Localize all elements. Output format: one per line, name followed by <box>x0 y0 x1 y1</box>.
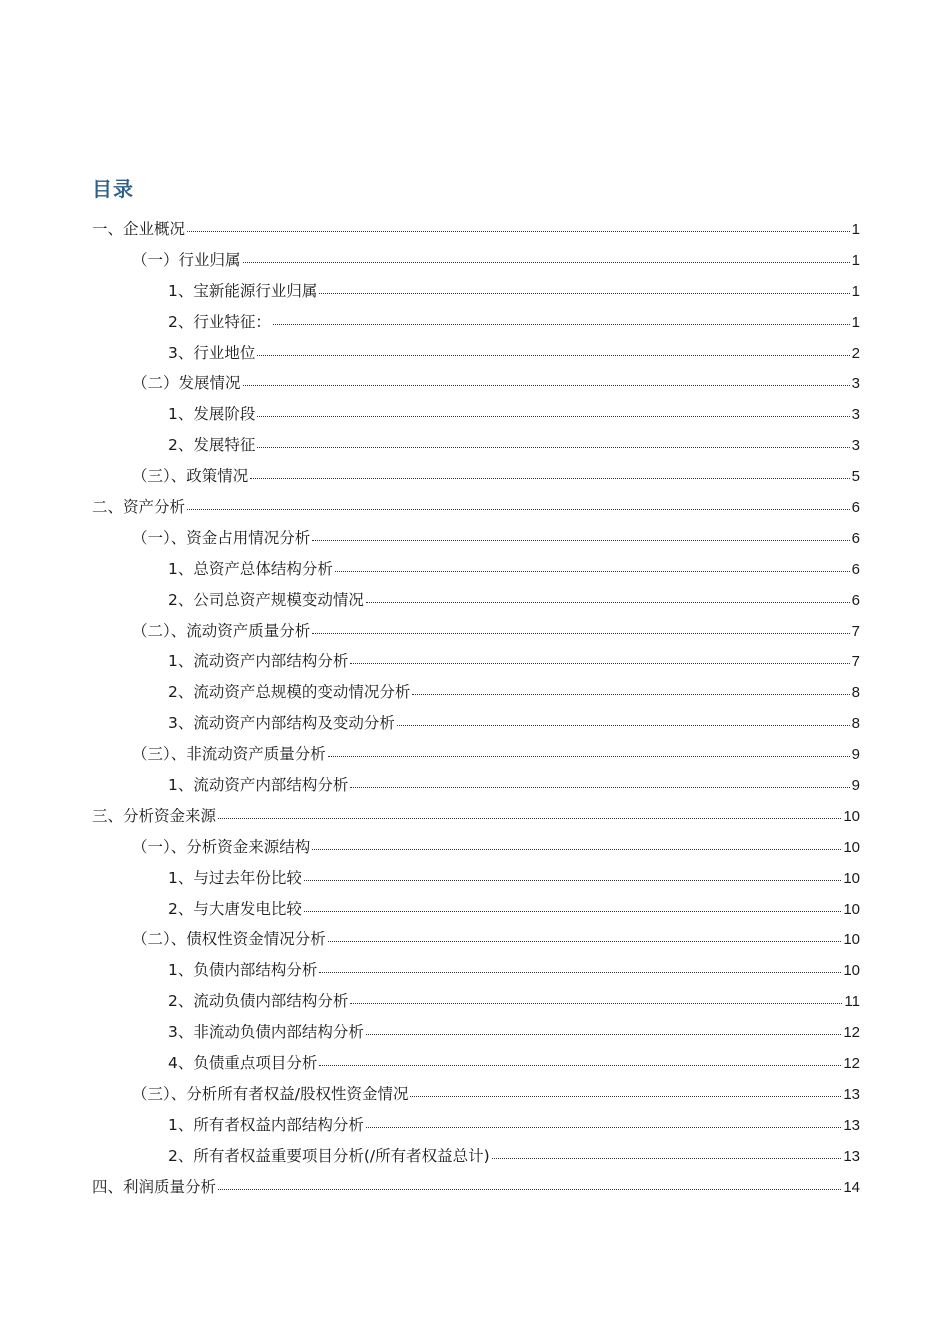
toc-entry-text: （二）发展情况 <box>132 374 241 393</box>
toc-entry-text: 四、利润质量分析 <box>92 1177 217 1196</box>
toc-page-number: 10 <box>843 807 860 825</box>
toc-page-number: 3 <box>851 375 860 393</box>
dot-leader <box>243 369 850 386</box>
toc-page-number: 1 <box>851 251 860 269</box>
toc-page-number: 12 <box>843 1024 860 1042</box>
toc-page-number: 10 <box>843 838 860 856</box>
dot-leader <box>243 246 850 263</box>
dot-leader <box>397 709 850 726</box>
dot-leader <box>319 1049 841 1066</box>
toc-entry-text: 三、分析资金来源 <box>92 806 217 825</box>
toc-entry-text: 1、流动资产内部结构分析 <box>168 652 349 671</box>
toc-entry-text: 2、所有者权益重要项目分析(/所有者权益总计) <box>168 1146 490 1165</box>
toc-page-number: 7 <box>851 653 860 671</box>
toc-entry[interactable] <box>92 739 860 770</box>
toc-entry[interactable] <box>92 214 860 245</box>
toc-entry-text: 1、所有者权益内部结构分析 <box>168 1115 364 1134</box>
toc-entry[interactable] <box>92 585 860 616</box>
dot-leader <box>304 864 841 881</box>
toc-page-number: 7 <box>851 622 860 640</box>
toc-entry-text: （一）行业归属 <box>132 250 241 269</box>
toc-entry-text: 1、发展阶段 <box>168 405 256 424</box>
toc-page-number: 14 <box>843 1178 860 1196</box>
toc-entry[interactable] <box>92 430 860 461</box>
dot-leader <box>257 400 849 417</box>
toc-entry[interactable] <box>92 924 860 955</box>
toc-entry-text: 1、与过去年份比较 <box>168 868 302 887</box>
toc-page-number: 10 <box>843 931 860 949</box>
toc-page-number: 8 <box>851 684 860 702</box>
toc-page-number: 1 <box>851 313 860 331</box>
toc-entry[interactable] <box>92 955 860 986</box>
toc-page-number: 9 <box>851 746 860 764</box>
toc-entry[interactable] <box>92 245 860 276</box>
toc-entry[interactable] <box>92 368 860 399</box>
dot-leader <box>257 431 849 448</box>
toc-entry[interactable] <box>92 770 860 801</box>
toc-entry-text: 2、行业特征： <box>168 312 271 331</box>
dot-leader <box>350 647 849 664</box>
dot-leader <box>218 1173 841 1190</box>
dot-leader <box>350 987 842 1004</box>
toc-entry-text: 二、资产分析 <box>92 498 186 517</box>
dot-leader <box>412 678 849 695</box>
toc-entry[interactable] <box>92 1079 860 1110</box>
toc-entry[interactable] <box>92 276 860 307</box>
dot-leader <box>257 339 849 356</box>
dot-leader <box>328 740 850 757</box>
toc-entry-text: 3、非流动负债内部结构分析 <box>168 1023 364 1042</box>
toc-page-number: 10 <box>843 869 860 887</box>
toc-page-number: 12 <box>843 1055 860 1073</box>
toc-page-number: 1 <box>851 221 860 238</box>
toc-entry-text: （一）、分析资金来源结构 <box>132 837 311 856</box>
dot-leader <box>187 215 850 232</box>
toc-entry[interactable] <box>92 986 860 1017</box>
dot-leader <box>366 1111 841 1128</box>
toc-page-number: 5 <box>851 468 860 486</box>
toc-entry[interactable] <box>92 677 860 708</box>
toc-entry-text: （三）、政策情况 <box>132 467 249 486</box>
dot-leader <box>492 1142 842 1159</box>
dot-leader <box>366 586 850 603</box>
toc-entry-text: 3、流动资产内部结构及变动分析 <box>168 714 395 733</box>
toc-entry-text: 1、宝新能源行业归属 <box>168 281 318 300</box>
toc-entry-text: （三）、分析所有者权益/股权性资金情况 <box>132 1084 409 1103</box>
dot-leader <box>335 555 850 572</box>
toc-page-number: 3 <box>851 437 860 455</box>
dot-leader <box>312 524 849 541</box>
toc-entry[interactable] <box>92 399 860 430</box>
toc-page-number: 11 <box>844 993 860 1011</box>
toc-entry[interactable] <box>92 554 860 585</box>
toc-page-number: 9 <box>851 777 860 795</box>
toc-entry[interactable] <box>92 1110 860 1141</box>
dot-leader <box>328 925 842 942</box>
toc-title: 目录 <box>92 177 134 201</box>
dot-leader <box>312 617 849 634</box>
dot-leader <box>218 802 841 819</box>
dot-leader <box>410 1080 841 1097</box>
toc-entry-text: 4、负债重点项目分析 <box>168 1054 318 1073</box>
toc-page-number: 10 <box>843 900 860 918</box>
toc-entry[interactable] <box>92 1141 860 1172</box>
toc-page-number: 1 <box>851 282 860 300</box>
toc-entry-text: 2、公司总资产规模变动情况 <box>168 590 364 609</box>
toc-entry[interactable] <box>92 523 860 554</box>
toc-page-number: 3 <box>851 406 860 424</box>
toc-entry[interactable] <box>92 1048 860 1079</box>
dot-leader <box>366 1018 841 1035</box>
dot-leader <box>319 277 849 294</box>
toc-entry-text: （一）、资金占用情况分析 <box>132 528 311 547</box>
toc-entry-text: 一、企业概况 <box>92 220 186 238</box>
toc-page-number: 2 <box>851 344 860 362</box>
toc-entry-text: （三）、非流动资产质量分析 <box>132 745 326 764</box>
toc-entry[interactable] <box>92 307 860 338</box>
toc-entry[interactable] <box>92 863 860 894</box>
toc-entry[interactable] <box>92 616 860 647</box>
toc-entry[interactable] <box>92 1017 860 1048</box>
toc-page-number: 6 <box>851 591 860 609</box>
toc-page-number: 13 <box>843 1147 860 1165</box>
toc-entry-text: 1、流动资产内部结构分析 <box>168 776 349 795</box>
toc-entry[interactable] <box>92 832 860 863</box>
toc-page-number: 6 <box>851 499 860 517</box>
dot-leader <box>187 493 850 510</box>
dot-leader <box>350 771 849 788</box>
toc-page-number: 8 <box>851 715 860 733</box>
toc-entry[interactable] <box>92 1172 860 1203</box>
toc-entry-text: （二）、债权性资金情况分析 <box>132 930 326 949</box>
toc-entry-text: 3、行业地位 <box>168 343 256 362</box>
dot-leader <box>319 956 841 973</box>
toc-page-number: 6 <box>851 560 860 578</box>
toc-entry-text: 2、流动负债内部结构分析 <box>168 992 349 1011</box>
toc-entry[interactable] <box>92 338 860 369</box>
toc-entry[interactable] <box>92 708 860 739</box>
toc-entry[interactable] <box>92 646 860 677</box>
dot-leader <box>304 895 841 912</box>
dot-leader <box>273 308 850 325</box>
toc-entry[interactable] <box>92 461 860 492</box>
toc-entry-text: 1、总资产总体结构分析 <box>168 559 333 578</box>
toc-entry[interactable] <box>92 492 860 523</box>
table-of-contents <box>92 214 860 1203</box>
toc-entry-text: 1、负债内部结构分析 <box>168 961 318 980</box>
dot-leader <box>312 833 841 850</box>
toc-entry[interactable] <box>92 801 860 832</box>
toc-page-number: 10 <box>843 962 860 980</box>
toc-entry-text: 2、发展特征 <box>168 436 256 455</box>
toc-entry[interactable] <box>92 894 860 925</box>
toc-entry-text: 2、与大唐发电比较 <box>168 899 302 918</box>
toc-entry-text: 2、流动资产总规模的变动情况分析 <box>168 683 411 702</box>
dot-leader <box>250 462 849 479</box>
toc-entry-text: （二）、流动资产质量分析 <box>132 621 311 640</box>
toc-page-number: 6 <box>851 529 860 547</box>
toc-page-number: 13 <box>843 1085 860 1103</box>
toc-page-number: 13 <box>843 1116 860 1134</box>
